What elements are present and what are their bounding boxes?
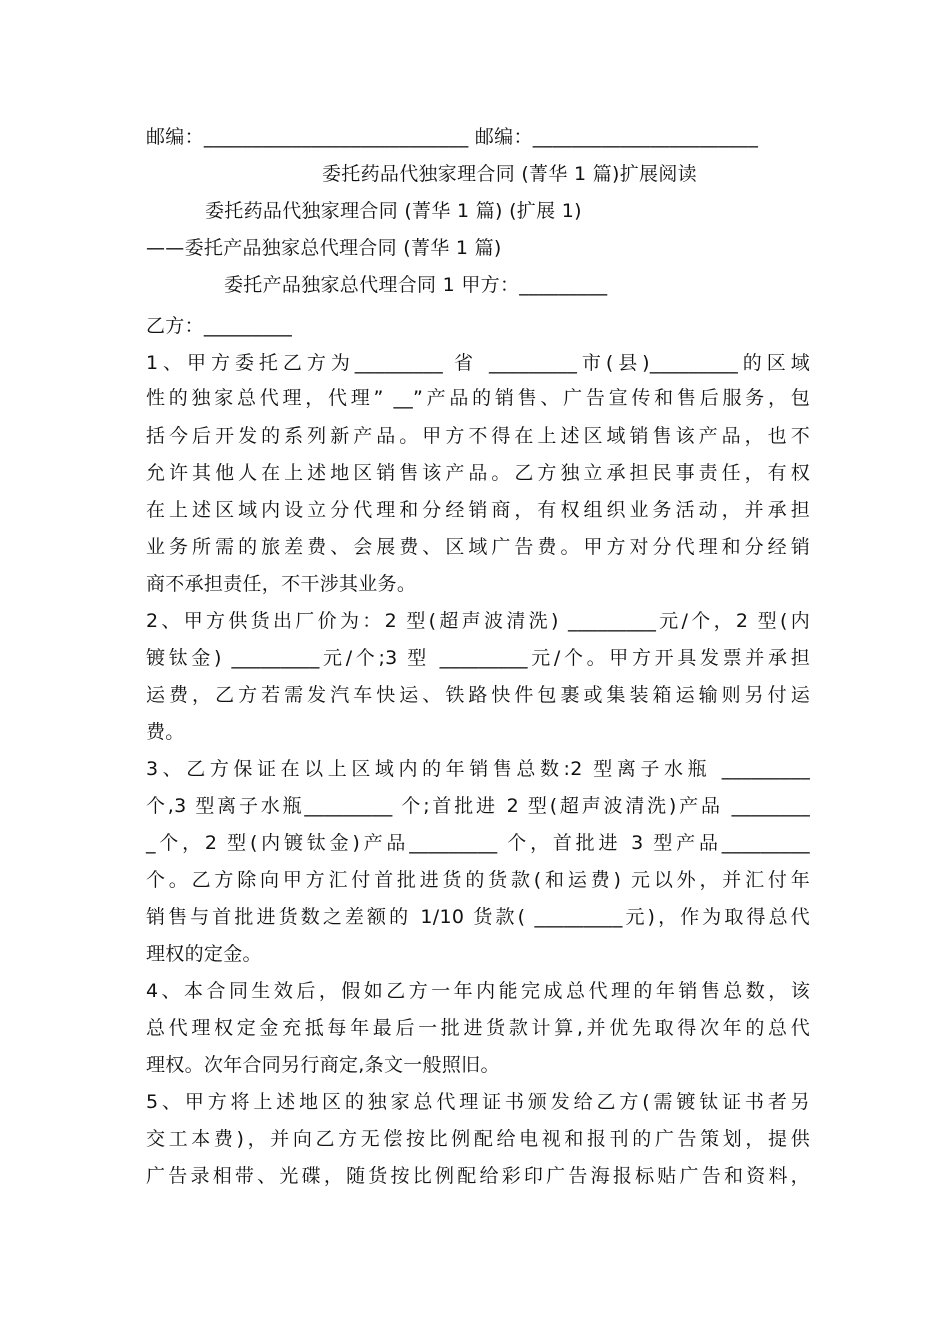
- section-heading: 委托药品代独家理合同 (菁华 1 篇) (扩展 1): [205, 200, 582, 222]
- clause-3-line-6: 理权的定金。: [146, 943, 262, 965]
- clause-4-line-2: 总代理权定金充抵每年最后一批进货款计算,并优先取得次年的总代: [146, 1017, 810, 1039]
- clause-2-line-1: 2、甲方供货出厂价为：2 型(超声波清洗) _________元/个，2 型(内: [146, 610, 810, 632]
- clause-3-line-3: _个，2 型(内镀钛金)产品_________ 个，首批进 3 型产品_________: [146, 832, 810, 854]
- clause-3-line-2: 个,3 型离子水瓶_________ 个;首批进 2 型(超声波清洗)产品 ________: [146, 795, 810, 817]
- clause-1-line-2: 性的独家总代理，代理” __”产品的销售、广告宣传和售后服务，包: [146, 387, 810, 409]
- clause-3-line-5: 销售与首批进货数之差额的 1/10 货款( _________元)，作为取得总代: [146, 906, 810, 928]
- clause-5-line-2: 交工本费)，并向乙方无偿按比例配给电视和报刊的广告策划，提供: [146, 1128, 810, 1150]
- clause-4-line-3: 理权。次年合同另行商定,条文一般照旧。: [146, 1054, 500, 1076]
- clause-2-line-3: 运费，乙方若需发汽车快运、铁路快件包裹或集装箱运输则另付运: [146, 684, 810, 706]
- clause-5-line-3: 广告录相带、光碟，随货按比例配给彩印广告海报标贴广告和资料，: [146, 1165, 810, 1187]
- clause-3-line-4: 个。乙方除向甲方汇付首批进货的货款(和运费) 元以外，并汇付年: [146, 869, 810, 891]
- clause-5-line-1: 5、甲方将上述地区的独家总代理证书颁发给乙方(需镀钛证书者另: [146, 1091, 810, 1113]
- party-b-line: 乙方：_________: [146, 315, 293, 337]
- document-title: 委托药品代独家理合同 (菁华 1 篇)扩展阅读: [322, 163, 697, 185]
- clause-1-line-1: 1、甲方委托乙方为_________ 省 _________市(县)_________的区域: [146, 352, 810, 374]
- clause-1-line-4: 允许其他人在上述地区销售该产品。乙方独立承担民事责任，有权: [146, 462, 810, 484]
- party-a-line: 委托产品独家总代理合同 1 甲方：_________: [224, 274, 608, 296]
- clause-1-line-3: 括今后开发的系列新产品。甲方不得在上述区域销售该产品，也不: [146, 425, 810, 447]
- clause-4-line-1: 4、本合同生效后，假如乙方一年内能完成总代理的年销售总数，该: [146, 980, 810, 1002]
- clause-2-line-4: 费。: [146, 721, 185, 743]
- clause-1-line-6: 业务所需的旅差费、会展费、区域广告费。甲方对分代理和分经销: [146, 536, 810, 558]
- section-subheading: ——委托产品独家总代理合同 (菁华 1 篇): [146, 237, 502, 259]
- clause-1-line-5: 在上述区域内设立分代理和分经销商，有权组织业务活动，并承担: [146, 499, 810, 521]
- clause-2-line-2: 镀钛金) _________元/个;3 型 _________元/个。甲方开具发票并承担: [146, 647, 810, 669]
- clause-3-line-1: 3、乙方保证在以上区域内的年销售总数:2 型离子水瓶 _________: [146, 758, 810, 780]
- postcode-line: 邮编：___________________________ 邮编：_______________________: [146, 126, 759, 148]
- clause-1-line-7: 商不承担责任，不干涉其业务。: [146, 573, 417, 595]
